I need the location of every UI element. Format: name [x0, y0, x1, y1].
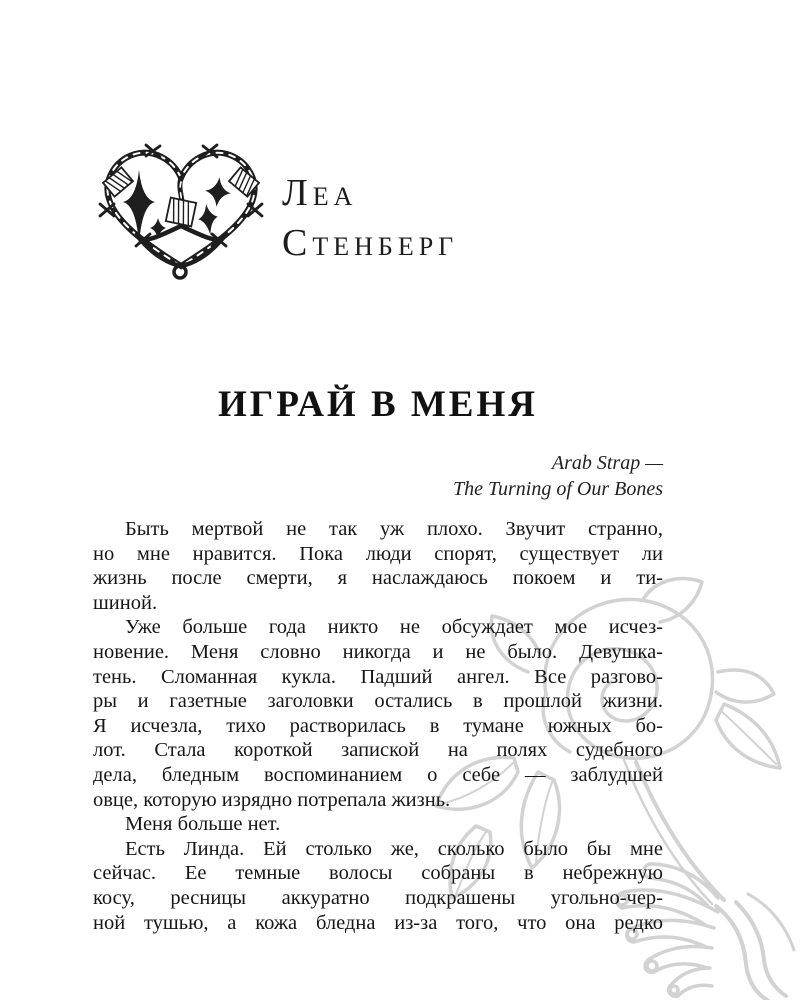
author-first-name: ЛЕА	[282, 172, 358, 214]
text-line: Есть Линда. Ей столько же, сколько было бы мне	[125, 837, 663, 860]
text-line: новение. Меня словно никогда и не было. Девушка-	[93, 640, 663, 663]
epigraph-line: Arab Strap —	[551, 452, 663, 474]
epigraph	[93, 450, 663, 502]
body-text	[93, 517, 663, 935]
text-line: косу, ресницы аккуратно подкрашены угольно-чер-	[93, 886, 663, 909]
paragraph	[93, 615, 663, 812]
paragraph	[93, 812, 663, 837]
text-line: сейчас. Ее темные волосы собраны в небрежную	[93, 862, 663, 885]
text-line: жизнь после смерти, я наслаждаюсь покоем и ти-	[93, 567, 663, 590]
paragraph	[93, 517, 663, 615]
text-line: Быть мертвой не так уж плохо. Звучит странно,	[125, 518, 663, 540]
text-line: ры и газетные заголовки остались в прошлой жизни.	[93, 690, 663, 713]
text-line: но мне нравится. Пока люди спорят, существует ли	[93, 542, 663, 565]
text-line: Уже больше года никто не обсуждает мое исчез-	[125, 616, 663, 639]
text-line: шиной.	[93, 591, 158, 614]
text-line: Я исчезла, тихо растворилась в тумане южных бо-	[93, 714, 663, 737]
epigraph-line: The Turning of Our Bones	[452, 478, 663, 500]
text-line: тень. Сломанная кукла. Падший ангел. Все разгово-	[93, 665, 663, 688]
text-line: овце, которую изрядно потрепала жизнь.	[93, 788, 451, 811]
text-line: ной тушью, а кожа бледна из-за того, что она редко	[93, 911, 663, 934]
text-line: лот. Стала короткой запиской на полях судебного	[93, 739, 663, 762]
text-line: Меня больше нет.	[125, 813, 281, 836]
text-column	[93, 0, 663, 1000]
text-line: дела, бледным воспоминанием о себе — заблудшей	[93, 763, 663, 786]
book-title: ИГРАЙ В МЕНЯ	[218, 384, 538, 425]
author-last-name: СТЕНБЕРГ	[282, 222, 459, 264]
paragraph	[93, 837, 663, 935]
